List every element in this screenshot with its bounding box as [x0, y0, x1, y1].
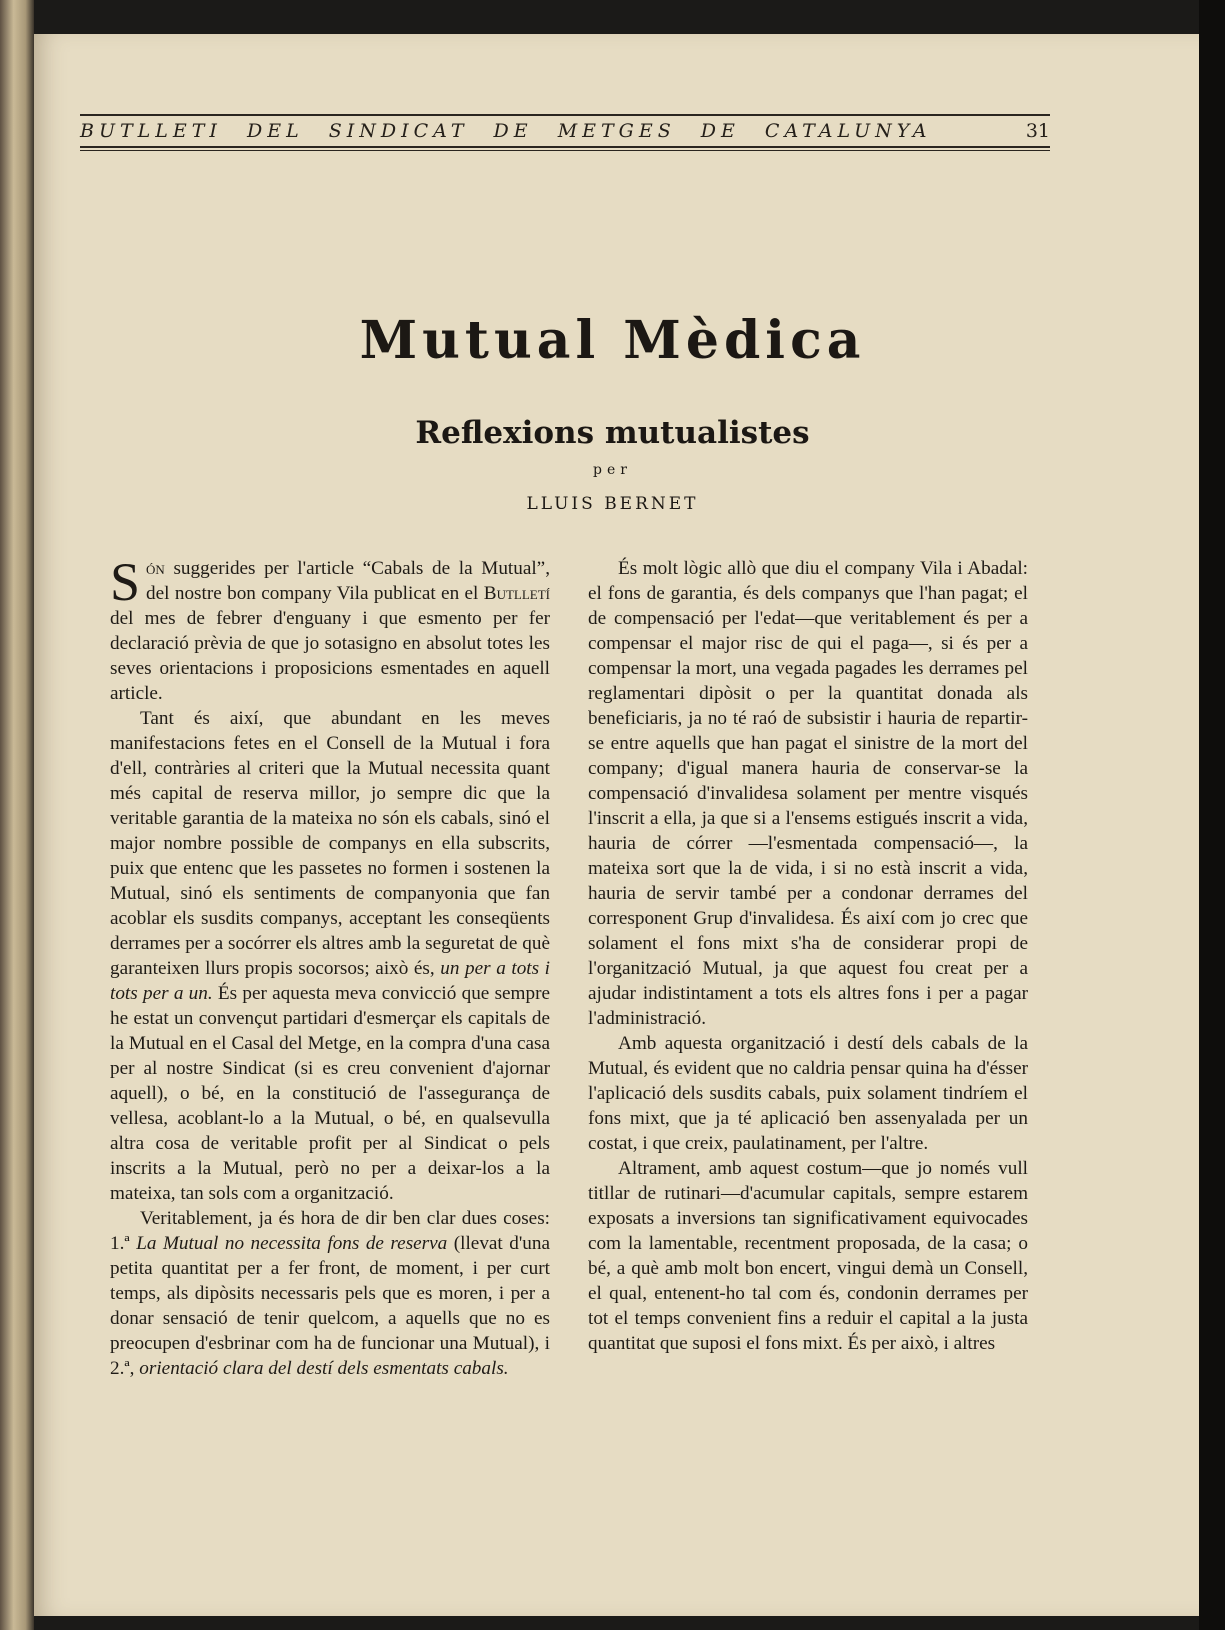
paragraph: Amb aquesta organització i destí dels cabals de la Mutual, és evident que no caldria pensar quina ha d'ésser l'aplicació dels susdits cabals, puix solament tindríem el fons mixt, que ja té aplicació ben assenyalada per un costat, i que creix, paulatinament, per l'altre. [588, 1033, 1028, 1154]
running-header [80, 86, 1050, 158]
article-subtitle: Reflexions mutualistes [415, 415, 810, 451]
running-title: BUTLLETI DEL SINDICAT DE METGES DE CATALUNYA [80, 120, 932, 142]
article-title: Mutual Mèdica [359, 310, 866, 371]
paragraph: És molt lògic allò que diu el company Vila i Abadal: el fons de garantia, és dels companys que l'han pagat; el de compensació per l'edat—que veritablement és per a compensar el major risc de qui el paga—, si és per a compensar la mort, una vegada pagades les derrames pel reglamentari dipòsit o per la quantitat donada als beneficiaris, ja no té raó de subsistir i hauria de repartir-se entre aquells que han pagat el sinistre de la mort del company; d'igual manera hauria de conservar-se la compensació d'invalidesa solament per mentre visqués l'inscrit a ella, ja que si a l'ensems estigués inscrit a vida, hauria de córrer —l'esmentada compensació—, la mateixa sort que la de vida, i si no està inscrit a vida, hauria de servir també per a condonar derrames del corresponent Grup d'invalidesa. És així com jo crec que solament el fons mixt s'ha de considerar propi de l'organització Mutual, ja que aquest fou creat per a ajudar indistintament a tots els altres fons i per a pagar l'administració. [588, 558, 1028, 1029]
text-run: (llevat d'una petita quantitat per a fer front, de moment, i per curt temps, als dipòsits necessaris pels que es moren, i per a donar sensació de tenir quelcom, a aquells que no es preocupen d'esbrinar com ha de funcionar una Mutual), i 2.ª, [110, 1233, 551, 1379]
text-run: suggerides per l'article “Cabals de la Mutual”, del nostre bon company Vila publicat en el [146, 558, 550, 604]
paragraph [110, 1206, 550, 1381]
byline-prefix: per [593, 462, 632, 478]
emphasis: La Mutual no necessita fons de reserva [136, 1233, 448, 1254]
text-run: ón [146, 558, 165, 579]
text-column-left [110, 552, 551, 1381]
text-run: Tant és així, que abundant en les meves manifestacions fetes en el Consell de la Mutual i fora d'ell, contràries al criteri que la Mutual necessita quant més capital de reserva millor, jo sempre dic que la veritable garantia de la mateixa no són els cabals, sinó el major nombre possible de companys en ella subscrits, puix que entenc que les passetes no formen i sostenen la Mutual, sinó els sentiments de companyonia que fan acoblar els susdits companys, acceptant les conseqüents derrames per a socórrer els altres amb la seguretat de què garanteixen llurs propis socorsos; això és, [110, 708, 550, 979]
journal-name: Butlletí [483, 583, 550, 604]
text-run: És per aquesta meva convicció que sempre he estat un convençut partidari d'esmerçar els capitals de la Mutual en el Casal del Metge, en la compra d'una casa per al nostre Sindicat (si es creu convenient d'ajornar aquell), o bé, en la constitució de l'assegurança de vellesa, acoblant-lo a la Mutual, o bé, en qualsevulla altra cosa de veritable profit per al Sindicat o pels inscrits a la Mutual, però no per a deixar-los a la mateixa, tan sols com a organització. [110, 983, 550, 1204]
motto: un per a tots i tots per a un. [110, 958, 550, 1004]
emphasis: orientació clara del destí dels esmentats cabals. [139, 1358, 509, 1379]
binding-edge [0, 0, 34, 1630]
paragraph [110, 552, 550, 706]
page-number: 31 [1025, 120, 1050, 142]
text-column-right [588, 556, 1028, 1356]
paragraph [110, 706, 550, 1206]
drop-cap: S [110, 552, 141, 612]
header-rule-bottom [80, 146, 1050, 148]
text-run: del mes de febrer d'enguany i que esmento per fer declaració prèvia de que jo sotasigno en absolut totes les seves orientacions i proposicions esmentades en aquell article. [110, 608, 550, 704]
header-rule-top [80, 114, 1050, 116]
author-name: LLUIS BERNET [526, 494, 699, 514]
paragraph: Altrament, amb aquest costum—que jo només vull titllar de rutinari—d'acumular capitals, sempre estarem exposats a inversions tan significativament equivocades com la lamentable, recentment proposada, de la casa; o bé, a què amb molt bon encert, vingui demà un Consell, el qual, entenent-ho tal com és, condonin derrames per tot el temps convenient fins a reduir el capital a la justa quantitat que suposi el fons mixt. És per això, i altres [588, 1158, 1028, 1354]
scan-border [1199, 0, 1225, 1630]
text-run: Veritablement, ja és hora de dir ben clar dues coses: 1.ª [110, 1208, 550, 1254]
header-rule-bottom-thin [80, 150, 1050, 151]
